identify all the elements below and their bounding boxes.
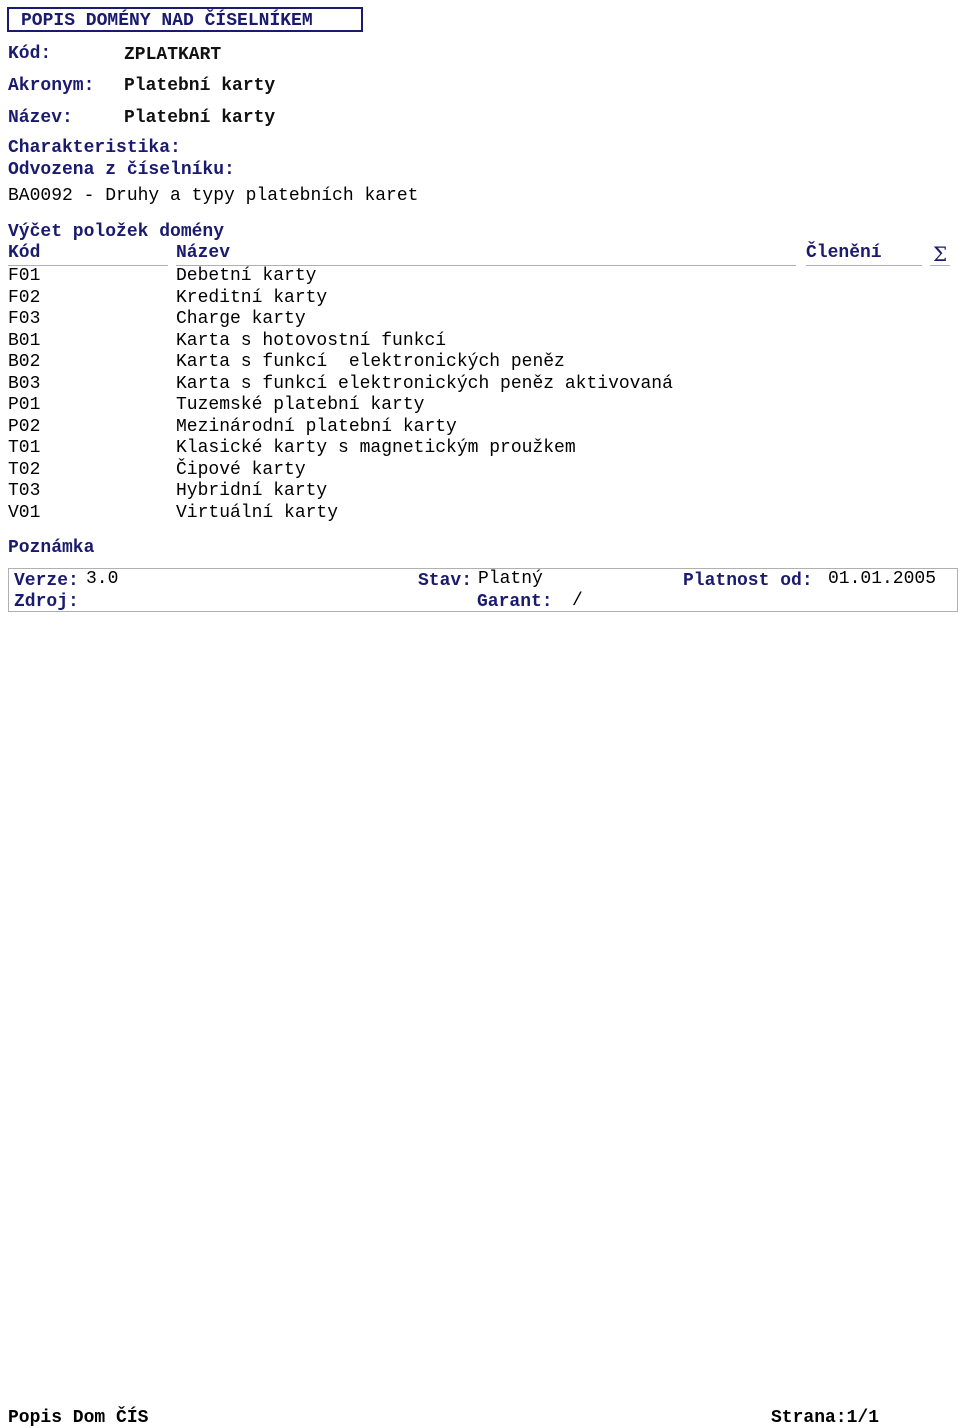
charakteristika-label: Charakteristika:: [8, 138, 181, 158]
column-header-nazev: Název: [176, 243, 231, 263]
document-title: POPIS DOMÉNY NAD ČÍSELNÍKEM: [21, 11, 313, 31]
table-row-kod: P01: [8, 395, 41, 415]
table-row-kod: P02: [8, 416, 41, 437]
column-header-sum: Σ: [933, 242, 948, 266]
header-underline-sum: [930, 265, 950, 266]
table-row-nazev: Klasické karty s magnetickým proužkem: [176, 438, 576, 458]
verze-value: 3.0: [86, 569, 119, 589]
verze-label: Verze:: [14, 571, 79, 591]
garant-value: /: [572, 591, 583, 611]
table-row-kod: B02: [8, 352, 41, 372]
poznamka-label: Poznámka: [8, 538, 95, 558]
kod-label: Kód:: [8, 44, 52, 64]
table-row-kod: B01: [8, 330, 41, 351]
table-row-nazev: Karta s funkcí elektronických peněz: [176, 352, 565, 372]
stav-label: Stav:: [418, 571, 473, 591]
table-row-nazev: Charge karty: [176, 309, 306, 329]
table-row-nazev: Mezinárodní platební karty: [176, 416, 457, 437]
header-underline-cleneni: [806, 265, 922, 266]
nazev-label: Název:: [8, 108, 73, 128]
nazev-value: Platební karty: [124, 108, 276, 128]
table-row-nazev: Karta s hotovostní funkcí: [176, 330, 447, 351]
akronym-value: Platební karty: [124, 76, 276, 96]
kod-value: ZPLATKART: [124, 45, 222, 65]
table-row-nazev: Tuzemské platební karty: [176, 395, 425, 415]
table-row-kod: B03: [8, 373, 41, 394]
table-row-kod: F02: [8, 287, 41, 308]
platnost-value: 01.01.2005: [828, 569, 937, 589]
platnost-label: Platnost od:: [683, 571, 813, 591]
table-row-kod: T01: [8, 438, 41, 458]
column-header-kod: Kód: [8, 243, 41, 263]
table-row-nazev: Debetní karty: [176, 266, 317, 286]
table-row-nazev: Kreditní karty: [176, 287, 328, 308]
stav-value: Platný: [478, 569, 543, 589]
table-row-nazev: Hybridní karty: [176, 481, 328, 501]
table-row-kod: V01: [8, 502, 41, 523]
column-header-cleneni: Členění: [806, 243, 882, 263]
table-row-nazev: Karta s funkcí elektronických peněz aktivovaná: [176, 373, 673, 394]
akronym-label: Akronym:: [8, 76, 95, 96]
zdroj-label: Zdroj:: [14, 592, 79, 612]
table-row-kod: T02: [8, 459, 41, 480]
table-row-kod: F03: [8, 309, 41, 329]
table-row-nazev: Čipové karty: [176, 459, 306, 480]
table-row-nazev: Virtuální karty: [176, 502, 339, 523]
garant-label: Garant:: [477, 592, 553, 612]
odvozena-label: Odvozena z číselníku:: [8, 160, 235, 180]
table-row-kod: F01: [8, 266, 41, 286]
items-heading: Výčet položek domény: [8, 222, 225, 242]
page-footer-right: Strana:1/1: [771, 1408, 880, 1428]
table-row-kod: T03: [8, 481, 41, 501]
odvozena-value: BA0092 - Druhy a typy platebních karet: [8, 186, 419, 206]
document-title-box: [7, 7, 363, 32]
page-footer-left: Popis Dom ČÍS: [8, 1408, 149, 1428]
